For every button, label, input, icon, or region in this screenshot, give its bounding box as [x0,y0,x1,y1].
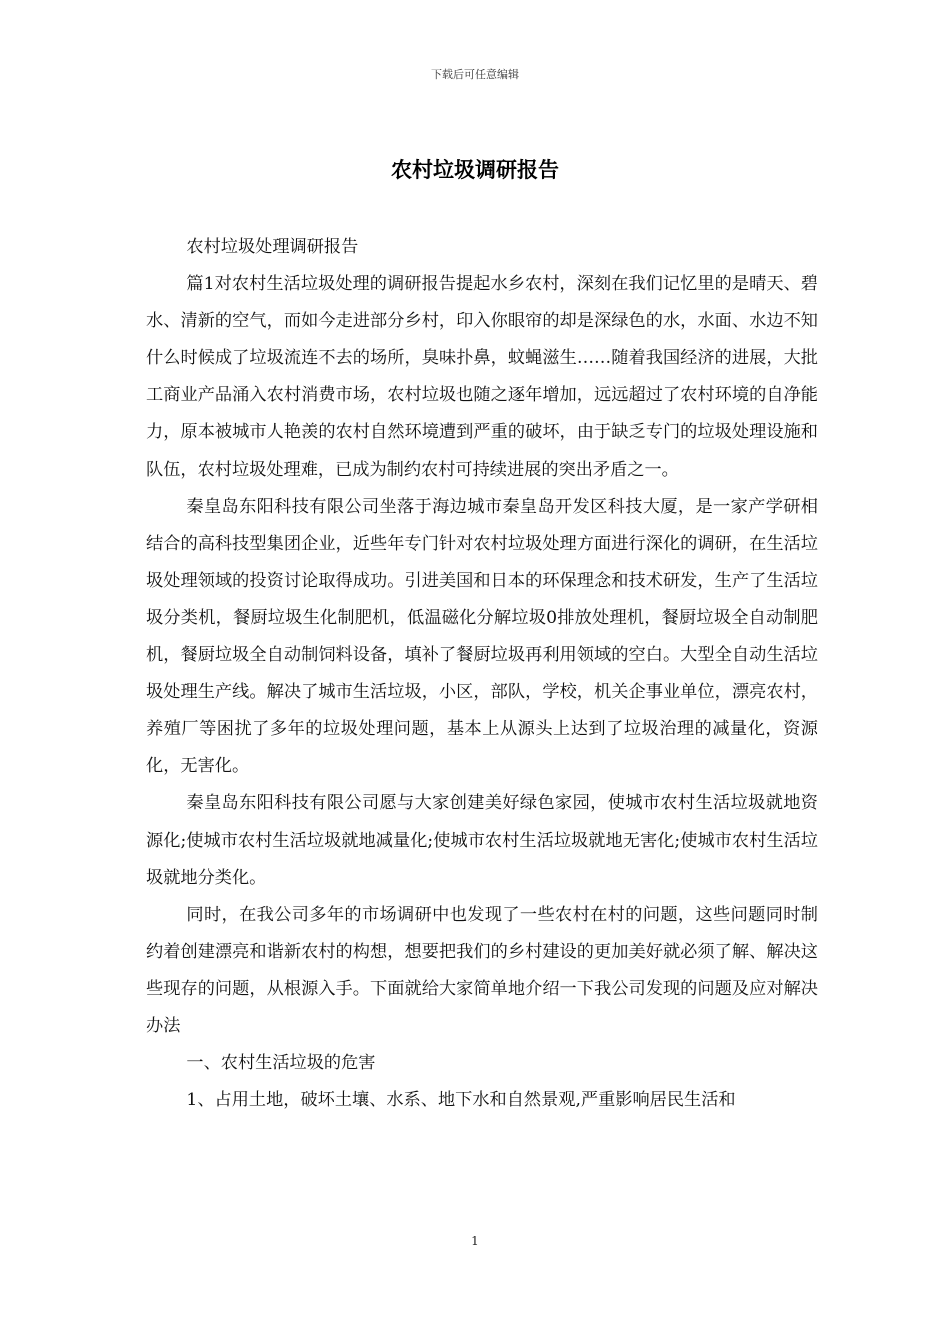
document-body [146,229,818,1119]
body-paragraph: 篇1对农村生活垃圾处理的调研报告提起水乡农村，深刻在我们记忆里的是晴天、碧水、清新的空气，而如今走进部分乡村，印入你眼帘的却是深绿色的水，水面、水边不知什么时候成了垃圾流连不去的场所，臭味扑鼻，蚊蝇滋生……随着我国经济的进展，大批工商业产品涌入农村消费市场，农村垃圾也随之逐年增加，远远超过了农村环境的自净能力，原本被城市人艳羡的农村自然环境遭到严重的破坏，由于缺乏专门的垃圾处理设施和队伍，农村垃圾处理难，已成为制约农村可持续进展的突出矛盾之一。 [146,274,818,480]
subtitle-paragraph: 农村垃圾处理调研报告 [186,237,359,257]
body-paragraph: 秦皇岛东阳科技有限公司坐落于海边城市秦皇岛开发区科技大厦，是一家产学研相结合的高科技型集团企业，近些年专门针对农村垃圾处理方面进行深化的调研，在生活垃圾处理领域的投资讨论取得成功。引进美国和日本的环保理念和技术研发，生产了生活垃圾分类机，餐厨垃圾生化制肥机，低温磁化分解垃圾0排放处理机，餐厨垃圾全自动制肥机，餐厨垃圾全自动制饲料设备，填补了餐厨垃圾再利用领域的空白。大型全自动生活垃圾处理生产线。解决了城市生活垃圾，小区，部队，学校，机关企事业单位，漂亮农村，养殖厂等困扰了多年的垃圾处理问题，基本上从源头上达到了垃圾治理的减量化，资源化，无害化。 [146,496,818,777]
body-paragraph: 同时，在我公司多年的市场调研中也发现了一些农村在村的问题，这些问题同时制约着创建漂亮和谐新农村的构想，想要把我们的乡村建设的更加美好就必须了解、解决这些现存的问题，从根源入手。下面就给大家简单地介绍一下我公司发现的问题及应对解决办法 [146,904,818,1036]
page-number: 1 [471,1234,479,1248]
body-paragraph: 1、占用土地，破坏土壤、水系、地下水和自然景观,严重影响居民生活和 [186,1090,736,1111]
body-paragraph: 秦皇岛东阳科技有限公司愿与大家创建美好绿色家园，使城市农村生活垃圾就地资源化;使城市农村生活垃圾就地减量化;使城市农村生活垃圾就地无害化;使城市农村生活垃圾就地分类化。 [146,793,818,888]
page-header-note: 下载后可任意编辑 [431,68,519,81]
document-title: 农村垃圾调研报告 [391,157,559,182]
section-heading: 一、农村生活垃圾的危害 [186,1053,376,1074]
